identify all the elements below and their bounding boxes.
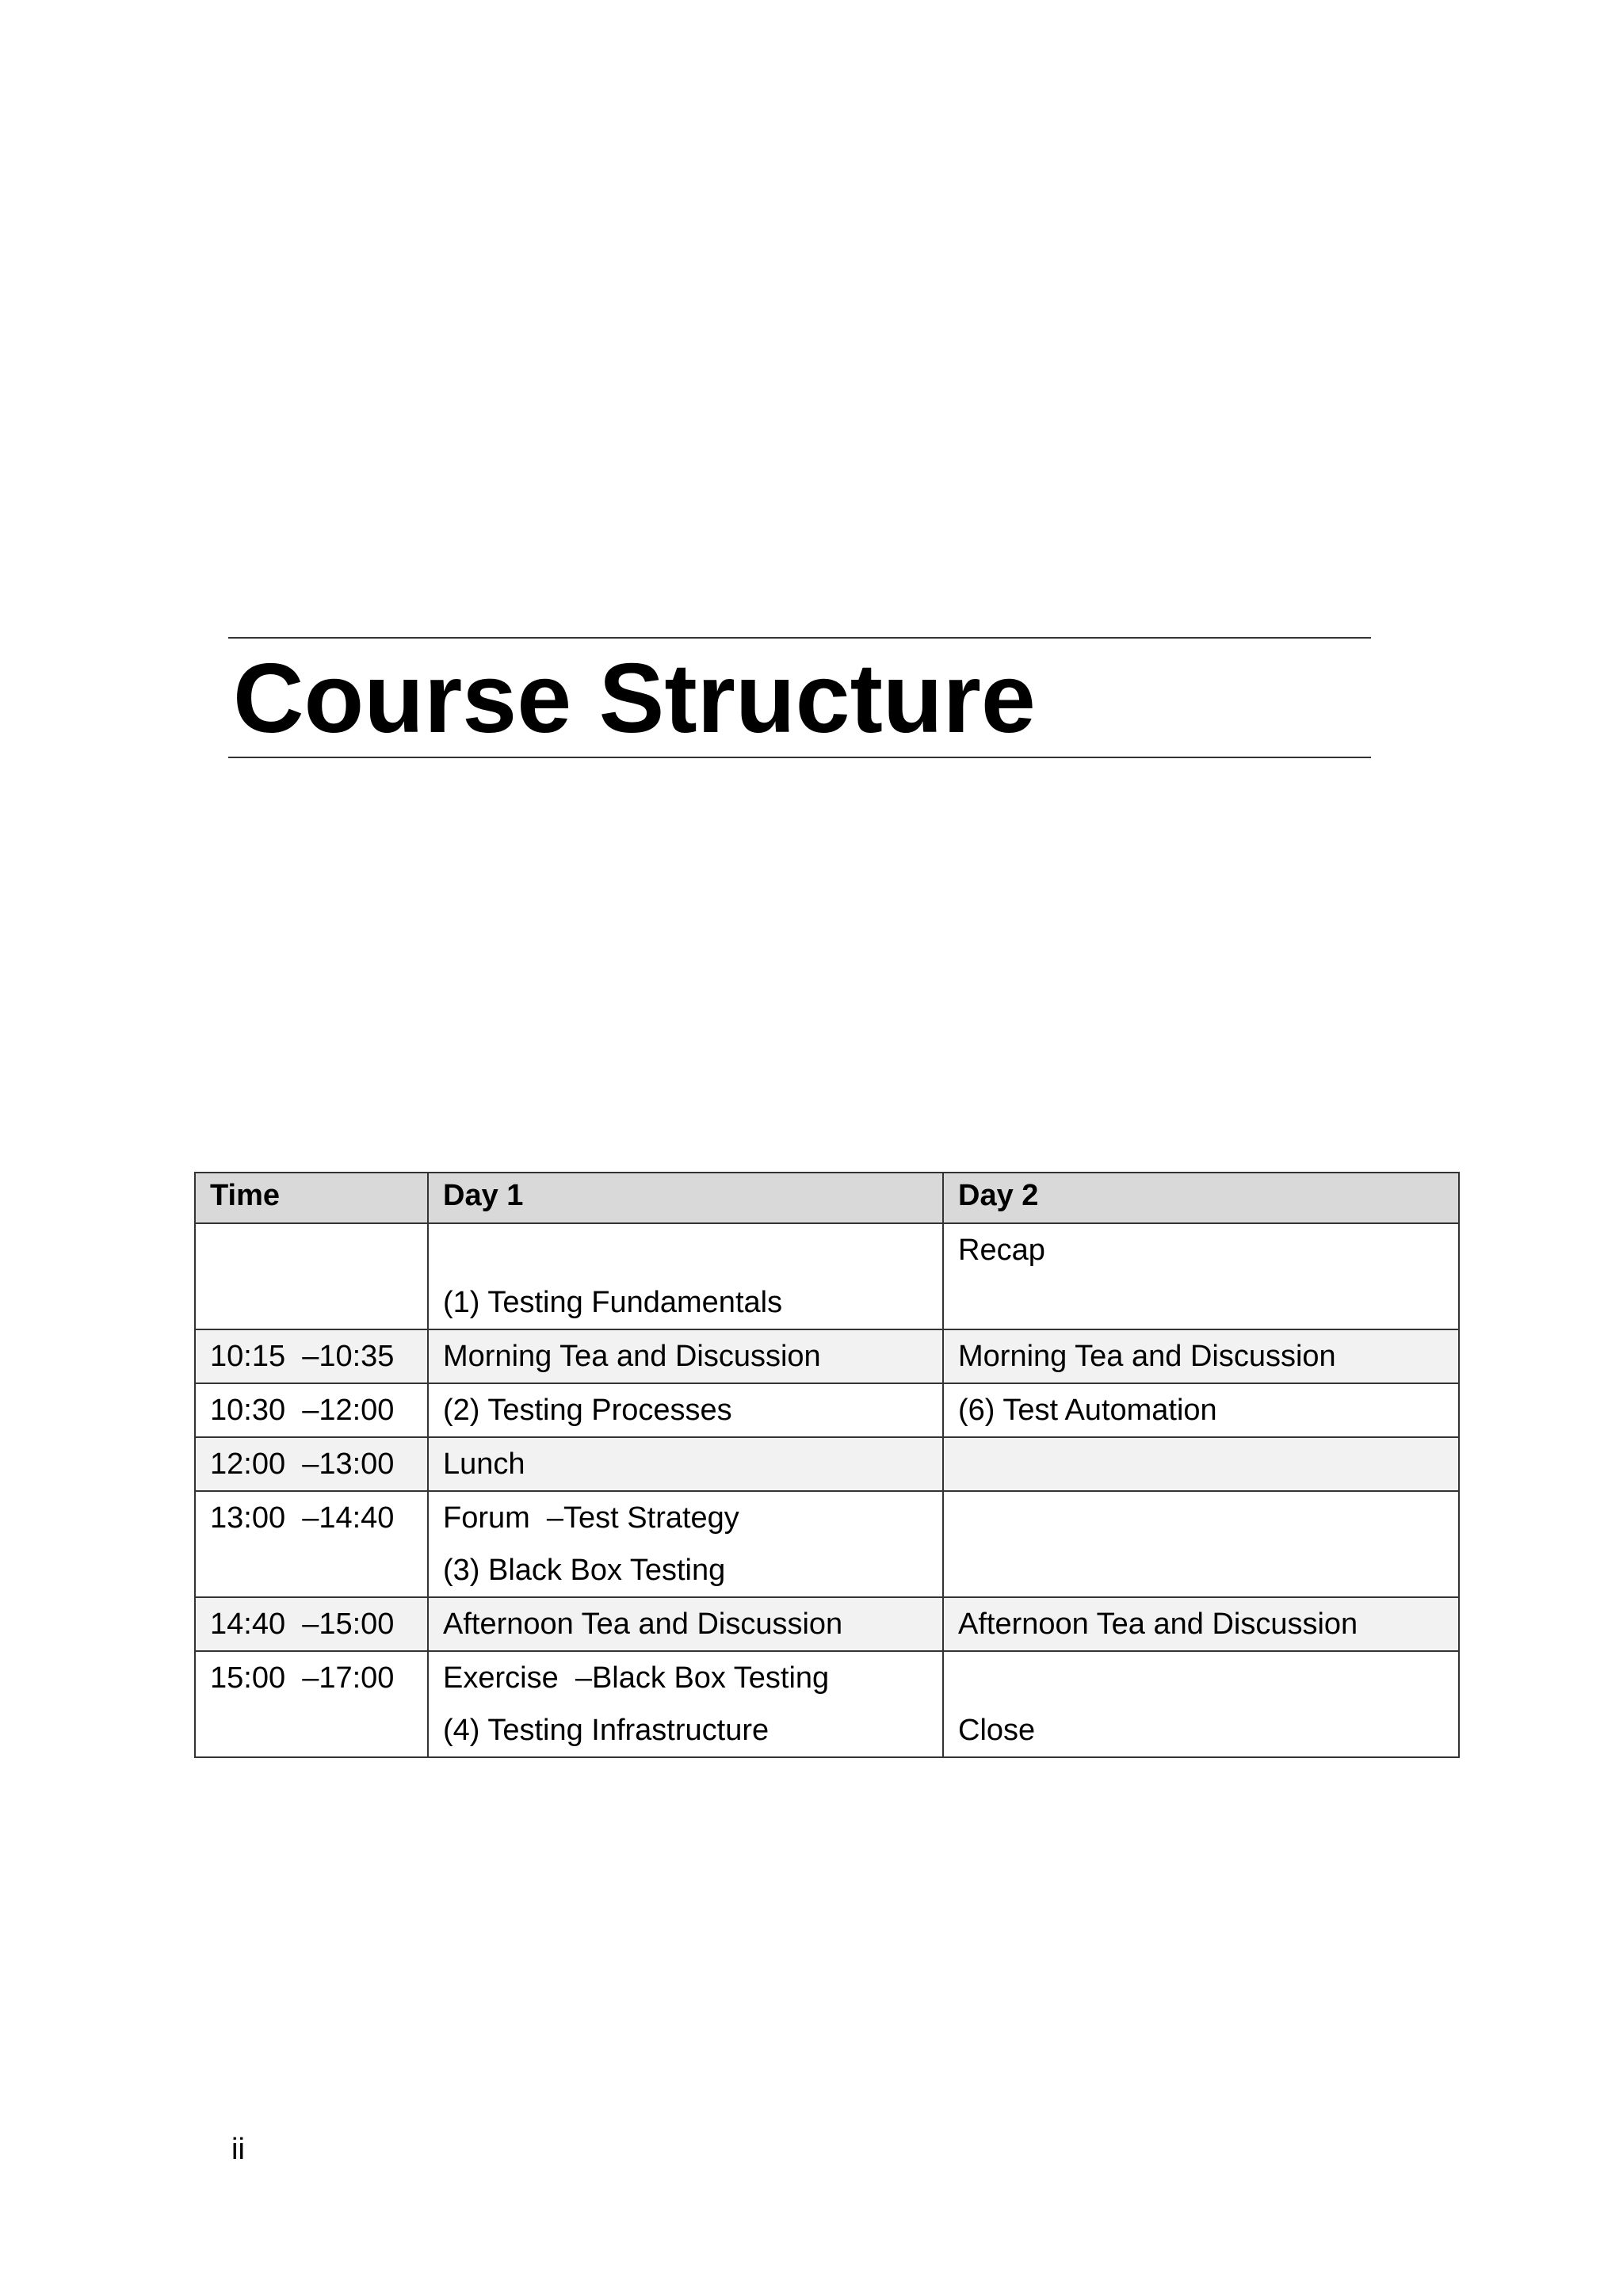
cell-text: (2) Testing Processes (443, 1394, 732, 1427)
table-row (195, 1491, 1459, 1597)
cell-text: (6) Test Automation (958, 1394, 1217, 1427)
cell-text (958, 1492, 1444, 1544)
table-body (195, 1223, 1459, 1757)
day-2-cell (943, 1437, 1459, 1491)
cell-text: Morning Tea and Discussion (443, 1340, 821, 1373)
cell-text: 13:00 –14:40 (210, 1501, 395, 1535)
cell-text (210, 1704, 413, 1756)
cell-text (958, 1438, 1444, 1490)
cell-text (443, 1224, 928, 1276)
cell-text: Morning Tea and Discussion (958, 1340, 1336, 1373)
cell-text: 14:40 –15:00 (210, 1608, 395, 1641)
day-1-cell (428, 1597, 943, 1651)
day-1-cell (428, 1223, 943, 1329)
title-rule-bottom (228, 757, 1371, 758)
time-cell (195, 1437, 428, 1491)
time-cell (195, 1329, 428, 1383)
time-cell (195, 1223, 428, 1329)
table-row (195, 1223, 1459, 1329)
table-row (195, 1329, 1459, 1383)
day-2-cell (943, 1223, 1459, 1329)
table-row (195, 1597, 1459, 1651)
cell-text: (3) Black Box Testing (443, 1554, 726, 1587)
header-day-1: Day 1 (428, 1173, 943, 1223)
cell-text (958, 1652, 1444, 1704)
day-2-cell (943, 1651, 1459, 1757)
title-rule-top (228, 637, 1371, 639)
cell-text: Afternoon Tea and Discussion (443, 1608, 843, 1641)
cell-text: 15:00 –17:00 (210, 1661, 395, 1695)
cell-text: 10:15 –10:35 (210, 1340, 395, 1373)
day-2-cell (943, 1597, 1459, 1651)
cell-text: (1) Testing Fundamentals (443, 1286, 783, 1319)
day-2-cell (943, 1329, 1459, 1383)
cell-text (210, 1276, 413, 1329)
cell-text: Recap (958, 1234, 1045, 1267)
table-row (195, 1383, 1459, 1437)
cell-text (958, 1276, 1444, 1329)
cell-text: 12:00 –13:00 (210, 1447, 395, 1481)
time-cell (195, 1383, 428, 1437)
time-cell (195, 1597, 428, 1651)
cell-text: Exercise –Black Box Testing (443, 1661, 830, 1695)
time-cell (195, 1491, 428, 1597)
cell-text: Lunch (443, 1447, 525, 1481)
cell-text (210, 1544, 413, 1596)
header-day-2: Day 2 (943, 1173, 1459, 1223)
cell-text (958, 1544, 1444, 1596)
day-2-cell (943, 1383, 1459, 1437)
table-row (195, 1437, 1459, 1491)
day-1-cell (428, 1491, 943, 1597)
time-cell (195, 1651, 428, 1757)
cell-text: Forum –Test Strategy (443, 1501, 739, 1535)
day-1-cell (428, 1383, 943, 1437)
course-schedule-table (194, 1172, 1460, 1758)
cell-text: (4) Testing Infrastructure (443, 1714, 769, 1747)
table-header-row (195, 1173, 1459, 1223)
day-1-cell (428, 1651, 943, 1757)
cell-text: 10:30 –12:00 (210, 1394, 395, 1427)
cell-text: Afternoon Tea and Discussion (958, 1608, 1358, 1641)
day-2-cell (943, 1491, 1459, 1597)
header-time: Time (195, 1173, 428, 1223)
cell-text: Close (958, 1714, 1036, 1747)
page-number: ii (231, 2133, 245, 2166)
day-1-cell (428, 1329, 943, 1383)
day-1-cell (428, 1437, 943, 1491)
cell-text (210, 1224, 413, 1276)
page-title: Course Structure (233, 644, 1036, 753)
table-row (195, 1651, 1459, 1757)
